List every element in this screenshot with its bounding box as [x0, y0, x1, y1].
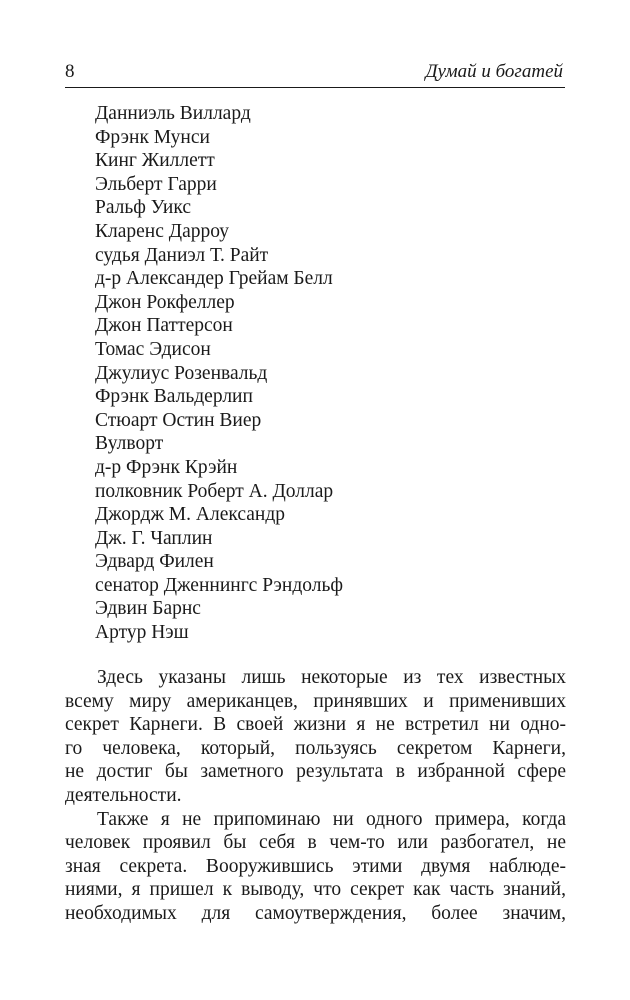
text-line: человек проявил бы себя в чем-то или разбогател, не [65, 832, 566, 854]
running-header [65, 59, 565, 88]
list-item: Артур Нэш [95, 622, 189, 644]
paragraph-2 [65, 808, 566, 926]
list-item: Ральф Уикс [95, 197, 191, 219]
text-line: Здесь указаны лишь некоторые из тех известных [97, 667, 566, 688]
text-line: зная секрета. Вооружившись этими двумя наблюде- [65, 855, 566, 877]
list-item: Кинг Жиллетт [95, 150, 215, 172]
paragraph-1 [65, 666, 566, 808]
list-item: Джон Рокфеллер [95, 291, 235, 313]
list-item: Фрэнк Вальдерлип [95, 386, 253, 408]
list-item: д-р Фрэнк Крэйн [95, 456, 238, 478]
list-item: Данниэль Виллард [95, 103, 251, 124]
list-item: Томас Эдисон [95, 338, 211, 360]
list-item: Эльберт Гарри [95, 173, 217, 195]
text-line: ниями, я пришел к выводу, что секрет как часть знаний, [65, 879, 566, 901]
text-line: не достиг бы заметного результата в избранной сфере [65, 761, 566, 783]
list-item: Стюарт Остин Виер [95, 409, 262, 431]
list-item: Джон Паттерсон [95, 315, 233, 337]
list-item: Фрэнк Мунси [95, 126, 210, 148]
list-item: Эдвард Филен [95, 551, 214, 573]
text-line: секрет Карнеги. В своей жизни я не встретил ни одно- [65, 714, 566, 736]
text-line: го человека, который, пользуясь секретом Карнеги, [65, 737, 566, 759]
list-item: д-р Александер Грейам Белл [95, 268, 333, 290]
list-item: Вулворт [95, 433, 164, 455]
body-text [65, 666, 566, 926]
list-item: Дж. Г. Чаплин [95, 527, 213, 549]
names-list [95, 102, 343, 645]
text-line: необходимых для самоутверждения, более значим, [65, 902, 566, 924]
list-item: полковник Роберт А. Доллар [95, 480, 334, 502]
text-line: всему миру американцев, принявших и применивших [65, 690, 566, 712]
list-item: Джулиус Розенвальд [95, 362, 268, 384]
page-number: 8 [65, 61, 75, 82]
list-item: сенатор Дженнингс Рэндольф [95, 574, 344, 596]
list-item: Джордж М. Александр [95, 504, 286, 526]
text-line: деятельности. [65, 784, 182, 806]
running-title: Думай и богатей [425, 61, 563, 82]
list-item: Кларенс Дарроу [95, 220, 229, 242]
text-line: Также я не припоминаю ни одного примера, когда [97, 808, 566, 830]
list-item: Эдвин Барнс [95, 598, 201, 620]
list-item: судья Даниэл Т. Райт [95, 244, 269, 266]
